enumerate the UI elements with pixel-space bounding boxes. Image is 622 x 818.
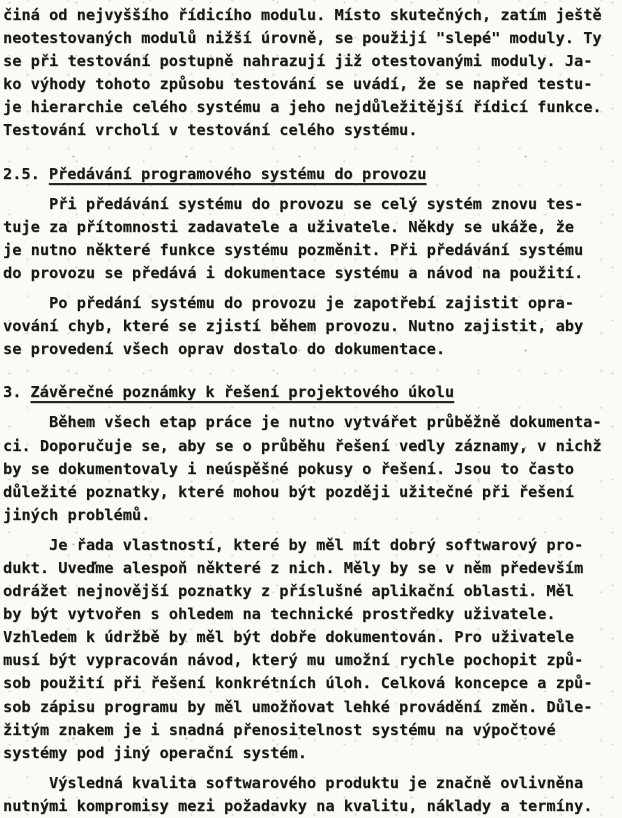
text-line: sob zápisu programu by měl umožňovat lehké provádění změn. Důle- <box>3 697 593 716</box>
text-line: důležité poznatky, které mohou být později užitečné při řešení <box>3 482 574 501</box>
section-heading <box>3 163 620 186</box>
text-line: ko výhody tohoto způsobu testování se uvádí, že se napřed testu- <box>3 75 593 94</box>
text-line: odrážet nejnovější poznatky z příslušné aplikační oblasti. Měl <box>3 582 574 601</box>
paragraph <box>3 534 620 765</box>
paragraph <box>3 772 620 818</box>
text-line: tuje za přítomnosti zadavatele a uživatele. Někdy se ukáže, že <box>3 217 574 236</box>
text-line: dukt. Uveďme alespoň některé z nich. Měly by se v něm především <box>3 558 584 577</box>
section-title: Závěrečné poznámky k řešení projektového úkolu <box>30 383 455 402</box>
text-line: vování chyb, které se zjistí během provozu. Nutno zajistit, aby <box>3 317 584 336</box>
text-line: Výsledná kvalita softwarového produktu je značně ovlivněna <box>49 773 584 792</box>
text-line: Po předání systému do provozu je zapotřebí zajistit opra- <box>49 294 574 313</box>
section-heading <box>3 381 620 404</box>
paragraph <box>3 193 620 285</box>
text-line: Testování vrcholí v testování celého systému. <box>3 121 418 140</box>
section-number: 2.5. <box>3 164 40 183</box>
text-line: sob použití při řešení konkrétních úloh. Celková koncepce a způ- <box>3 674 593 693</box>
text-line: jiných problémů. <box>3 505 151 524</box>
text-line: Je řada vlastností, které by měl mít dobrý softwarový pro- <box>49 535 584 554</box>
section-title: Předávání programového systému do provozu <box>48 164 427 183</box>
text-line: žitým znakem je i snadná přenositelnost systému na výpočtové <box>3 720 556 739</box>
text-line: musí být vypracován návod, který mu umožní rychle pochopit způ- <box>3 651 584 670</box>
paragraph <box>3 4 620 143</box>
text-line: do provozu se předává i dokumentace systému a návod na použití. <box>3 263 584 282</box>
text-line: činá od nejvyššího řídicího modulu. Místo skutečných, zatím ještě <box>3 6 602 24</box>
text-line: se provedení všech oprav dostalo do dokumentace. <box>3 340 446 359</box>
paragraph <box>3 292 620 361</box>
text-line: neotestovaných modulů nižší úrovně, se použijí "slepé" moduly. Ty <box>3 29 602 48</box>
text-line: by být vytvořen s ohledem na technické prostředky uživatele. <box>3 605 556 624</box>
text-line: Při předávání systému do provozu se celý systém znovu tes- <box>49 194 584 213</box>
text-line: nutnými kompromisy mezi požadavky na kvalitu, náklady a termíny. <box>3 796 593 815</box>
text-line: se při testování postupně nahrazují již otestovanými moduly. Ja- <box>3 52 593 71</box>
text-line: je nutno některé funkce systému pozměnit. Při předávání systému <box>3 240 584 259</box>
text-line: Během všech etap práce je nutno vytvářet průběžně dokumenta- <box>49 413 602 432</box>
text-line: systémy pod jiný operační systém. <box>3 743 307 762</box>
paragraph <box>3 411 620 526</box>
text-line: Vzhledem k údržbě by měl být dobře dokumentován. Pro uživatele <box>3 628 574 647</box>
text-line: ci. Doporučuje se, aby se o průběhu řešení vedly záznamy, v nichž <box>3 436 602 455</box>
text-line: je hierarchie celého systému a jeho nejdůležitější řídicí funkce. <box>3 98 602 117</box>
text-line: by se dokumentovaly i neúspěšné pokusy o řešení. Jsou to často <box>3 459 574 478</box>
section-number: 3. <box>3 383 22 402</box>
